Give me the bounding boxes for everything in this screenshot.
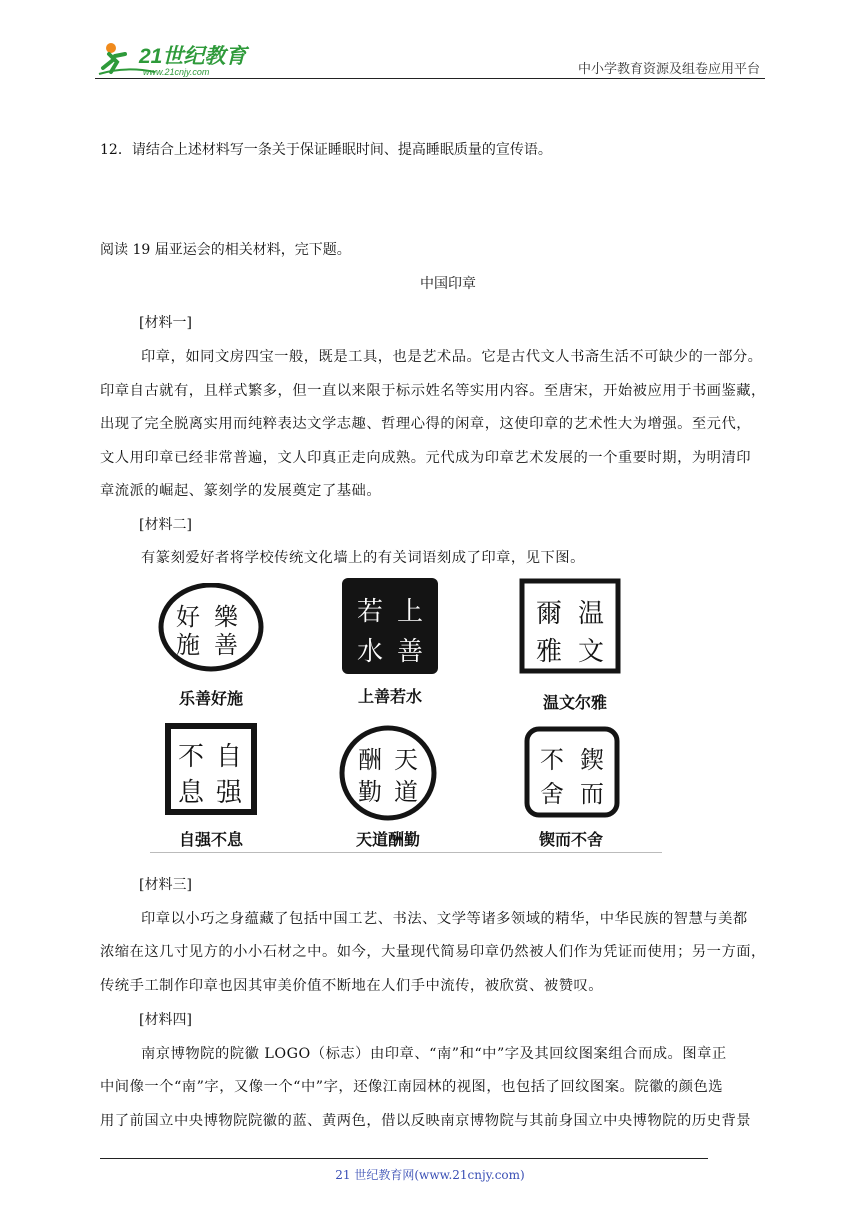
svg-text:不: 不 xyxy=(177,742,205,772)
svg-text:21世纪教育: 21世纪教育 xyxy=(139,45,247,68)
header-platform-name: 中小学教育资源及组卷应用平台 xyxy=(577,62,760,77)
question-12: 12．请结合上述材料写一条关于保证睡眠时间、提高睡眠质量的宣传语。 xyxy=(100,142,552,158)
seal-image-lexhanhaoshi xyxy=(158,583,268,677)
logo-graphic xyxy=(95,36,265,78)
svg-text:鍥: 鍥 xyxy=(580,746,604,774)
material-2-label: [材料二] xyxy=(139,517,192,533)
svg-text:樂: 樂 xyxy=(214,603,238,631)
material-3-line: 浓缩在这几寸见方的小小石材之中。如今，大量现代简易印章仍然被人们作为凭证而使用；另一方面， xyxy=(100,944,766,960)
material-3-label: [材料三] xyxy=(139,877,192,893)
svg-text:舍: 舍 xyxy=(540,780,564,808)
svg-text:雅: 雅 xyxy=(535,637,563,667)
svg-text:自: 自 xyxy=(215,742,243,772)
material-1-line: 出现了完全脱离实用而纯粹表达文学志趣、哲理心得的闲章，这使印章的艺术性大为增强。至元代， xyxy=(100,416,752,432)
seal-image-ziqiangbuxi xyxy=(165,723,257,819)
svg-text:道: 道 xyxy=(394,778,418,806)
svg-text:温: 温 xyxy=(577,599,605,629)
material-1-label: [材料一] xyxy=(139,315,192,331)
svg-text:www.21cnjy.com: www.21cnjy.com xyxy=(143,67,210,77)
material-4-line: 中间像一个“南”字，又像一个“中”字，还像江南园林的视图，也包括了回纹图案。院徽的颜色选 xyxy=(100,1079,724,1095)
material-4-line: 南京博物院的院徽 LOGO（标志）由印章、“南”和“中”字及其回纹图案组合而成。图章正 xyxy=(141,1046,727,1062)
material-2-line: 有篆刻爱好者将学校传统文化墙上的有关词语刻成了印章，见下图。 xyxy=(141,550,585,566)
svg-text:酬: 酬 xyxy=(358,746,382,774)
svg-text:息: 息 xyxy=(177,778,205,808)
svg-text:文: 文 xyxy=(577,637,605,667)
footer-divider xyxy=(100,1158,708,1159)
svg-text:善: 善 xyxy=(396,637,424,667)
svg-text:勤: 勤 xyxy=(358,778,382,806)
svg-text:若: 若 xyxy=(356,597,384,627)
svg-text:不: 不 xyxy=(540,746,564,774)
header-divider xyxy=(95,78,765,79)
seal-caption: 天道酬勤 xyxy=(355,830,420,849)
reading-intro: 阅读 19 届亚运会的相关材料，完下题。 xyxy=(100,242,351,258)
seal-image-qieerbushe xyxy=(524,726,620,822)
svg-text:上: 上 xyxy=(396,597,424,627)
material-1-line: 章流派的崛起、篆刻学的发展奠定了基础。 xyxy=(100,483,382,499)
svg-text:而: 而 xyxy=(580,780,604,808)
seal-caption: 乐善好施 xyxy=(178,689,243,708)
material-1-line: 印章，如同文房四宝一般，既是工具，也是艺术品。它是古代文人书斋生活不可缺少的一部分。 xyxy=(141,349,763,365)
svg-text:水: 水 xyxy=(356,637,384,667)
seal-caption: 自强不息 xyxy=(178,830,243,849)
seal-caption: 锲而不舍 xyxy=(538,830,603,849)
site-logo xyxy=(95,36,265,78)
footer-link[interactable]: 21 世纪教育网(www.21cnjy.com) xyxy=(335,1168,525,1182)
seal-caption: 上善若水 xyxy=(357,687,422,706)
seal-grid-divider xyxy=(150,852,662,853)
material-1-line: 文人用印章已经非常普遍，文人印真正走向成熟。元代成为印章艺术发展的一个重要时期，为明清印 xyxy=(100,450,752,466)
seal-image-wenwenerya xyxy=(519,578,621,678)
seal-image-shangshanruoshui xyxy=(340,576,440,680)
svg-text:强: 强 xyxy=(215,778,243,808)
svg-text:施: 施 xyxy=(176,631,200,659)
material-1-line: 印章自古就有，且样式繁多，但一直以来限于标示姓名等实用内容。至唐宋，开始被应用于书画鉴藏， xyxy=(100,383,766,399)
svg-text:天: 天 xyxy=(394,746,418,774)
material-4-line: 用了前国立中央博物院院徽的蓝、黄两色，借以反映南京博物院与其前身国立中央博物院的历史背景 xyxy=(100,1113,752,1129)
svg-text:好: 好 xyxy=(176,603,200,631)
svg-text:善: 善 xyxy=(214,631,238,659)
seal-image-tiandaochouqin xyxy=(338,724,438,826)
passage-title: 中国印章 xyxy=(420,276,476,292)
material-4-label: [材料四] xyxy=(139,1012,192,1028)
material-3-line: 传统手工制作印章也因其审美价值不断地在人们手中流传，被欣赏、被赞叹。 xyxy=(100,978,604,994)
seal-caption: 温文尔雅 xyxy=(542,693,607,712)
svg-text:爾: 爾 xyxy=(535,599,563,629)
material-3-line: 印章以小巧之身蕴藏了包括中国工艺、书法、文学等诸多领域的精华，中华民族的智慧与美都 xyxy=(141,911,748,927)
